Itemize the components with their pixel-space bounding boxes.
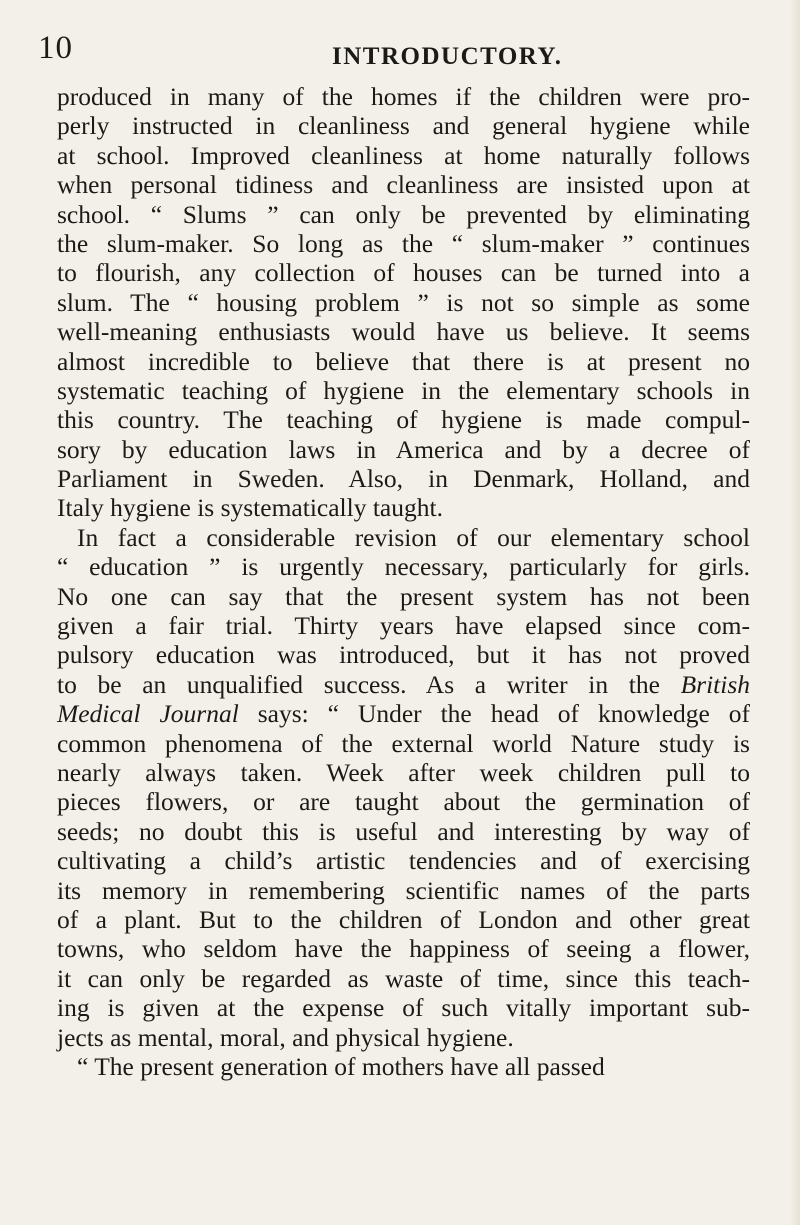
text-segment: says: “ Under the head of knowledge of — [257, 699, 751, 729]
text-line: seeds; no doubt this is useful and interesting by way of — [57, 816, 750, 846]
text-line: school. “ Slums ” can only be prevented by eliminating — [57, 199, 750, 229]
page-number: 10 — [38, 30, 73, 66]
paragraph-end-line: Italy hygiene is systematically taught. — [57, 493, 443, 523]
text-line: to flourish, any collection of houses can be turned into a — [57, 258, 750, 288]
running-head: INTRODUCTORY. — [332, 43, 563, 70]
journal-title-part: Medical Journal — [57, 699, 239, 729]
text-line: No one can say that the present system has not been — [57, 581, 750, 611]
text-line: pulsory education was introduced, but it has not proved — [57, 640, 750, 670]
text-line: common phenomena of the external world Nature study is — [57, 728, 750, 758]
page-edge-shadow — [790, 0, 800, 1225]
text-line: slum. The “ housing problem ” is not so simple as some — [57, 287, 750, 317]
text-line — [57, 670, 750, 699]
text-line: perly instructed in cleanliness and general hygiene while — [57, 111, 750, 141]
text-line: pieces flowers, or are taught about the germination of — [57, 787, 750, 817]
text-line: given a fair trial. Thirty years have elapsed since com- — [57, 611, 750, 641]
text-line: ing is given at the expense of such vitally important sub- — [57, 993, 750, 1023]
text-line: well-meaning enthusiasts would have us believe. It seems — [57, 317, 750, 347]
text-line: towns, who seldom have the happiness of seeing a flower, — [57, 934, 750, 964]
paragraph-start-line: In fact a considerable revision of our elementary school — [77, 522, 750, 552]
text-line: systematic teaching of hygiene in the elementary schools in — [57, 375, 750, 405]
text-line: this country. The teaching of hygiene is made compul- — [57, 405, 750, 435]
text-line: the slum-maker. So long as the “ slum-maker ” continues — [57, 228, 750, 258]
text-segment: to be an unqualified success. As a writer in the — [57, 669, 660, 699]
page-header — [38, 30, 758, 70]
text-line: sory by education laws in America and by a decree of — [57, 434, 750, 464]
text-line: at school. Improved cleanliness at home naturally follows — [57, 140, 750, 170]
text-line: “ education ” is urgently necessary, particularly for girls. — [57, 552, 750, 582]
paragraph-end-line: jects as mental, moral, and physical hygiene. — [57, 1022, 514, 1052]
text-line: its memory in remembering scientific names of the parts — [57, 875, 750, 905]
body-text — [57, 82, 750, 1081]
text-line: produced in many of the homes if the children were pro- — [57, 82, 750, 111]
text-line: when personal tidiness and cleanliness are insisted upon at — [57, 170, 750, 200]
text-line — [57, 699, 750, 728]
text-line: it can only be regarded as waste of time, since this teach- — [57, 963, 750, 993]
journal-title-part: British — [680, 669, 751, 699]
text-line: cultivating a child’s artistic tendencies and of exercising — [57, 846, 750, 876]
paragraph-start-line: “ The present generation of mothers have all passed — [77, 1051, 605, 1081]
text-line: nearly always taken. Week after week children pull to — [57, 757, 750, 787]
text-line: almost incredible to believe that there is at present no — [57, 346, 750, 376]
text-line: of a plant. But to the children of London and other great — [57, 904, 750, 934]
text-line: Parliament in Sweden. Also, in Denmark, Holland, and — [57, 464, 750, 494]
